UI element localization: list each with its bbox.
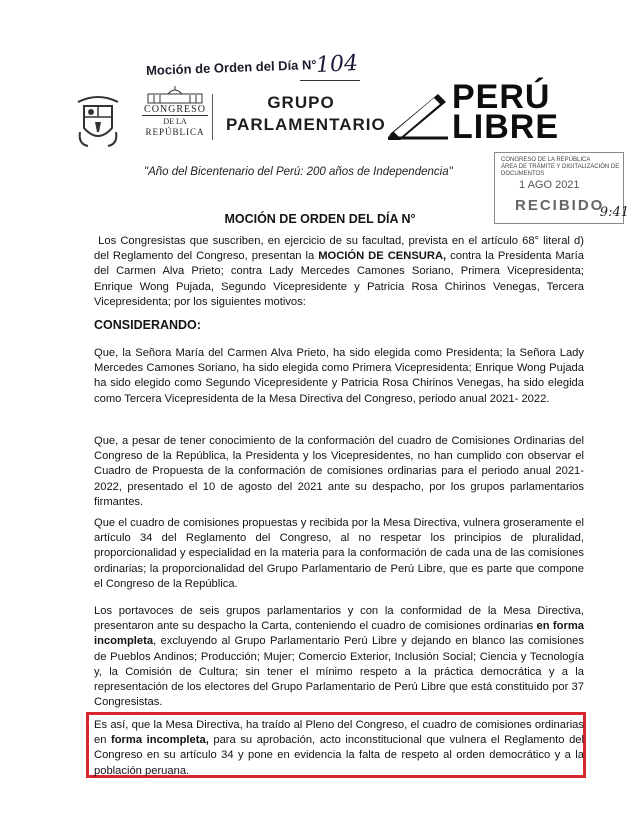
peru-libre-logo xyxy=(452,78,559,146)
pencil-logo-icon xyxy=(386,88,450,140)
congress-building-icon xyxy=(144,86,206,104)
p5-text-c: para su aprobación, acto inconstitucional que vulnera el Reglamento del Congreso en su artículo 34 y pone en evidencia la falta de respeto al orden democrático y a la población peruana. xyxy=(94,734,584,777)
peru-libre-word2: LIBRE xyxy=(452,108,559,146)
intro-paragraph xyxy=(94,234,584,310)
stamp-date: 1 AGO 2021 xyxy=(519,179,580,191)
motion-label-handwritten: Moción de Orden del Día N° xyxy=(145,57,317,78)
p4-text-bold: en forma incompleta xyxy=(94,620,584,648)
stamp-status: RECIBIDO xyxy=(515,197,605,214)
congreso-republica: REPÚBLICA xyxy=(145,127,205,137)
congreso-logo-text xyxy=(142,104,208,138)
group-title-line2: PARLAMENTARIO xyxy=(226,115,386,134)
group-title xyxy=(226,92,386,136)
p5-text-bold: forma incompleta, xyxy=(111,734,209,747)
stamp-line2: ÁREA DE TRÁMITE Y DIGITALIZACIÓN DE DOCUMENTOS xyxy=(501,164,620,177)
stamp-header xyxy=(501,157,623,178)
motion-number-handwritten: 104 xyxy=(315,50,359,79)
p4-text-c: , excluyendo al Grupo Parlamentario Perú Libre y dejando en blanco las comisiones de Pueblos Andinos; Producción; Mujer; Comercio Exterior, Inclusión Social; Ciencia y Tecnología y, la Comisión de Cultura; sin tener el mínimo respeto a la práctica democrática y a la representación de los electores del Grupo Parlamentario de Perú Libre que está constituido por 37 Congresistas. xyxy=(94,635,584,709)
congreso-de-la: DE LA xyxy=(163,117,187,126)
year-motto: "Año del Bicentenario del Perú: 200 años de Independencia" xyxy=(144,166,453,178)
intro-text-a: Los Congresistas que suscriben, en ejercicio de su facultad, prevista en el artículo 68° literal d) del Reglamento del Congreso, presentan la xyxy=(94,235,585,263)
group-title-line1: GRUPO xyxy=(267,93,335,112)
paragraph-4 xyxy=(94,604,584,710)
paragraph-5 xyxy=(94,718,584,779)
header-divider xyxy=(212,94,213,140)
stamp-line1: CONGRESO DE LA REPÚBLICA xyxy=(501,157,591,163)
stamp-signature: 9:41 xyxy=(599,205,629,220)
considerando-heading: CONSIDERANDO: xyxy=(94,318,201,332)
paragraph-1: Que, la Señora María del Carmen Alva Prieto, ha sido elegida como Presidenta; la Señora Lady Mercedes Camones Soriano, ha sido elegida como Primera Vicepresidenta; Enrique Wong Pujada ha sido elegido como Segundo Vicepresidente y Patricia Rosa Chirinos Venegas, ha sido elegida como Tercera Vicepresidenta de la Mesa Directiva del Congreso, periodo anual 2021- 2022. xyxy=(94,347,584,405)
motion-number-underline xyxy=(300,80,360,81)
paragraph-2: Que, a pesar de tener conocimiento de la conformación del cuadro de Comisiones Ordinarias del Congreso de la República, la Presidenta y los Vicepresidentes, no han cumplido con observar el Cuadro de Propuesta de la conformación de comisiones ordinarias para el periodo anual 2021-2022, presentado el 10 de agosto del 2021 ante su despacho, por los grupos parlamentarios firmantes. xyxy=(94,435,584,508)
peru-coat-of-arms-icon xyxy=(76,92,120,150)
intro-text-c: contra la Presidenta María del Carmen Alva Prieto; contra Lady Mercedes Camones Soriano, Primera Vicepresidenta; Enrique Wong Pujada, Segundo Vicepresidente y Patricia Rosa Chirinos Venegas, Tercera Vicepresidenta; por los siguientes motivos: xyxy=(94,250,584,308)
intro-text-bold: MOCIÓN DE CENSURA, xyxy=(318,250,447,263)
p5-text-a: Es así, que la Mesa Directiva, ha traído al Pleno del Congreso, el cuadro de comisiones ordinarias en xyxy=(94,719,584,747)
document-title: MOCIÓN DE ORDEN DEL DÍA N° xyxy=(224,212,416,226)
congreso-word: CONGRESO xyxy=(142,104,208,116)
p4-text-a: Los portavoces de seis grupos parlamentarios y con la conformidad de la Mesa Directiva, presentaron ante su despacho la Carta, conteniendo el cuadro de comisiones ordinarias xyxy=(94,605,584,633)
paragraph-3: Que el cuadro de comisiones propuestas y recibida por la Mesa Directiva, vulnera groseramente el artículo 34 del Reglamento del Congreso, al no respetar los principios de pluralidad, proporcionalidad y especialidad en la materia para la conformación de cada una de las comisiones ordinarias; la proporcionalidad del Grupo Parlamentario de Perú Libre, que es parte que compone el Congreso de la República. xyxy=(94,517,584,590)
peru-libre-word1: PERÚ xyxy=(452,78,551,116)
